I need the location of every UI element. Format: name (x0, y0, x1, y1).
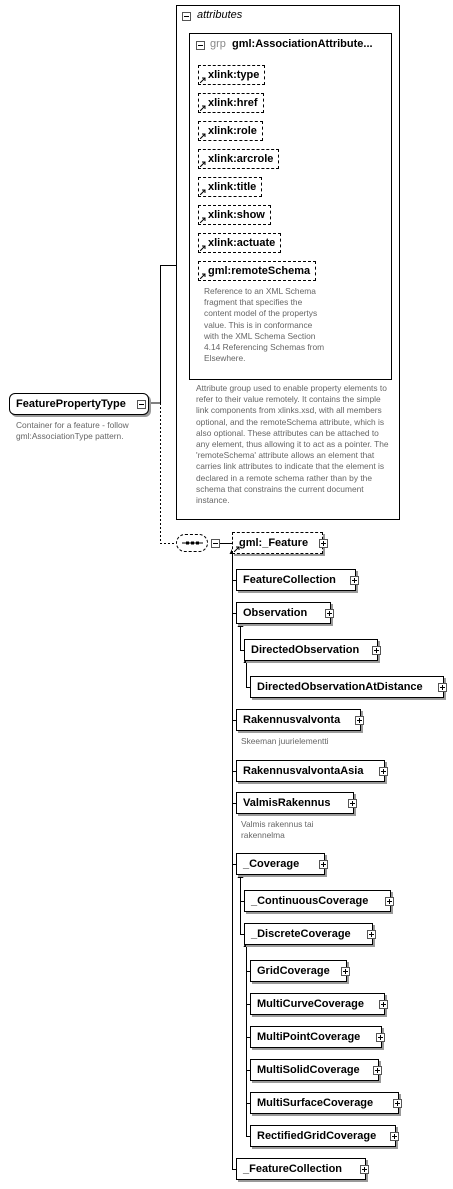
expand-icon[interactable] (348, 799, 357, 808)
expand-icon[interactable] (385, 897, 394, 906)
expand-icon[interactable] (325, 609, 334, 618)
collapse-icon[interactable] (196, 41, 205, 50)
reference-arrow-icon (200, 273, 206, 279)
attribute-xlink-actuate[interactable] (198, 233, 281, 253)
expand-icon[interactable] (360, 1165, 369, 1174)
attribute-name: xlink:href (208, 97, 258, 109)
expand-icon[interactable] (355, 716, 364, 725)
element-featurecollection[interactable] (236, 569, 356, 591)
reference-arrow-icon (200, 217, 206, 223)
reference-arrow-icon (200, 133, 206, 139)
attributes-title: attributes (197, 9, 243, 21)
attribute-name: xlink:arcrole (208, 153, 274, 165)
expand-icon[interactable] (376, 1033, 385, 1042)
attribute-xlink-role[interactable] (198, 121, 263, 141)
attribute-gml-remoteschema[interactable] (198, 261, 316, 281)
element-featurecollection[interactable] (236, 1158, 366, 1180)
element-name: Rakennusvalvonta (243, 714, 341, 726)
attribute-name: xlink:title (208, 181, 257, 193)
element-name: _Coverage (243, 858, 300, 870)
collapse-icon[interactable] (182, 12, 191, 21)
element-gridcoverage[interactable] (250, 960, 347, 982)
reference-arrow-icon (200, 189, 206, 195)
expand-icon[interactable] (379, 1000, 388, 1009)
attributes-panel (176, 5, 400, 520)
attribute-name: xlink:actuate (208, 237, 276, 249)
element-multisurfacecoverage[interactable] (250, 1092, 399, 1114)
element-name: FeatureCollection (243, 574, 336, 586)
attribute-group-box (189, 33, 392, 380)
attribute-xlink-title[interactable] (198, 177, 262, 197)
expand-icon[interactable] (373, 1066, 382, 1075)
sequence-icon (177, 535, 207, 551)
collapse-icon[interactable] (137, 400, 146, 409)
element-name: MultiSolidCoverage (257, 1064, 360, 1076)
reference-arrow-icon (200, 245, 206, 251)
element-continuouscoverage[interactable] (244, 890, 391, 912)
expand-icon[interactable] (319, 860, 328, 869)
element-coverage[interactable] (236, 853, 325, 875)
element-name: MultiSurfaceCoverage (257, 1097, 374, 1109)
head-element-name: gml:_Feature (239, 537, 309, 549)
expand-icon[interactable] (438, 683, 447, 692)
remote-schema-doc: Reference to an XML Schema fragment that specifies the content model of the propertys value. This is in conformance with the XML Schema Section 4.14 Referencing Schemas from Elsewhere. (204, 286, 325, 364)
attribute-name: gml:remoteSchema (208, 265, 311, 277)
expand-icon[interactable] (341, 967, 350, 976)
expand-icon[interactable] (379, 767, 388, 776)
element-name: RectifiedGridCoverage (257, 1130, 377, 1142)
element-name: DirectedObservationAtDistance (257, 681, 423, 693)
element-multipointcoverage[interactable] (250, 1026, 382, 1048)
root-type-box[interactable] (9, 393, 149, 415)
group-name: gml:AssociationAttribute... (232, 38, 373, 50)
element-multisolidcoverage[interactable] (250, 1059, 379, 1081)
element-name: DirectedObservation (251, 644, 360, 656)
root-type-name: FeaturePropertyType (16, 398, 126, 410)
attribute-xlink-show[interactable] (198, 205, 271, 225)
element-multicurvecoverage[interactable] (250, 993, 385, 1015)
expand-icon[interactable] (367, 930, 376, 939)
attribute-xlink-type[interactable] (198, 65, 265, 85)
element-name: _ContinuousCoverage (251, 895, 369, 907)
root-type-doc: Container for a feature - follow gml:AssociationType pattern. (16, 420, 129, 442)
element-doc: Valmis rakennus tai rakennelma (241, 819, 314, 841)
element-doc: Skeeman juurielementti (241, 736, 329, 746)
element-name: GridCoverage (257, 965, 330, 977)
collapse-icon[interactable] (211, 539, 220, 548)
attribute-name: xlink:type (208, 69, 260, 81)
attribute-name: xlink:role (208, 125, 257, 137)
attribute-xlink-arcrole[interactable] (198, 149, 279, 169)
head-element-box[interactable] (232, 532, 323, 554)
attribute-name: xlink:show (208, 209, 265, 221)
expand-icon[interactable] (390, 1132, 399, 1141)
reference-arrow-icon (200, 161, 206, 167)
element-rakennusvalvonta[interactable] (236, 709, 361, 731)
element-name: MultiPointCoverage (257, 1031, 361, 1043)
element-name: RakennusvalvontaAsia (243, 765, 364, 777)
expand-icon[interactable] (319, 539, 328, 548)
element-name: _DiscreteCoverage (251, 928, 351, 940)
element-directedobservation[interactable] (244, 639, 378, 661)
expand-icon[interactable] (350, 576, 359, 585)
reference-arrow-icon (200, 105, 206, 111)
expand-icon[interactable] (393, 1099, 402, 1108)
element-rectifiedgridcoverage[interactable] (250, 1125, 396, 1147)
sequence-compositor[interactable] (176, 534, 208, 552)
element-directedobservationatdistance[interactable] (250, 676, 444, 698)
element-rakennusvalvontaasia[interactable] (236, 760, 385, 782)
element-valmisrakennus[interactable] (236, 792, 354, 814)
reference-arrow-icon (234, 546, 240, 552)
expand-icon[interactable] (372, 646, 381, 655)
group-kind-label: grp (210, 38, 226, 50)
element-name: ValmisRakennus (243, 797, 331, 809)
attribute-group-doc: Attribute group used to enable property elements to refer to their value remotely. It contains the simple link components from xlinks.xsd, with all members optional, and the remoteSchema attribute, which is also optional. These attributes can be attached to any element, thus allowing it to act as a pointer. The 'remoteSchema' attribute allows an element that carries link attributes to indicate that the element is declared in a remote schema rather than by the schema that constrains the current document instance. (196, 383, 389, 506)
element-name: _FeatureCollection (243, 1163, 343, 1175)
element-name: MultiCurveCoverage (257, 998, 364, 1010)
element-observation[interactable] (236, 602, 331, 624)
reference-arrow-icon (200, 77, 206, 83)
attribute-xlink-href[interactable] (198, 93, 264, 113)
element-discretecoverage[interactable] (244, 923, 373, 945)
element-name: Observation (243, 607, 308, 619)
